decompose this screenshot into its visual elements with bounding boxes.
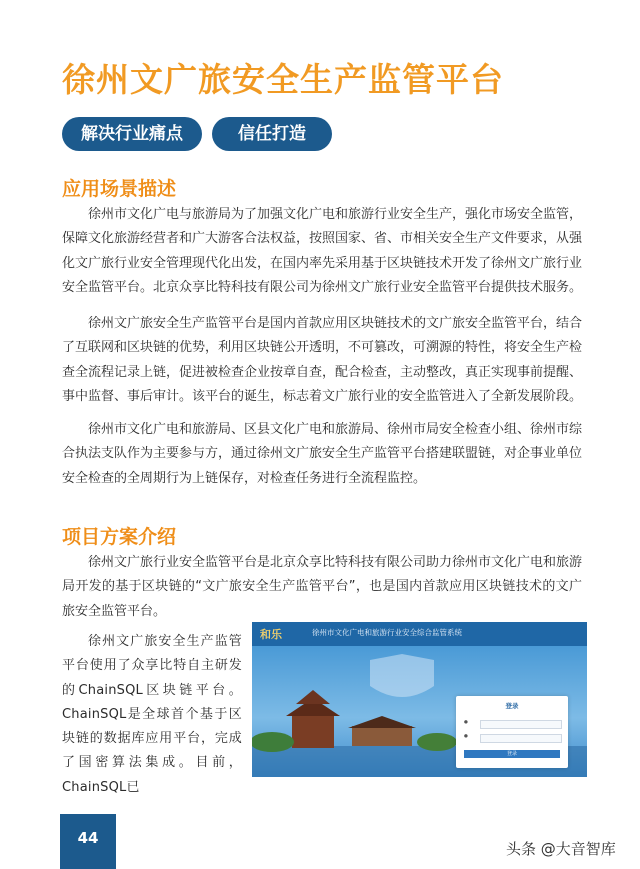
paragraph: 徐州文广旅行业安全监管平台是北京众享比特科技有限公司助力徐州市文化广电和旅游局开发的基于区块链的“文广旅安全生产监管平台”，也是国内首款应用区块链技术的文广旅安全监管平台。 (62, 555, 583, 619)
paragraph: 徐州文广旅安全生产监管平台使用了众享比特自主研发的ChainSQL区块链平台。ChainSQL是全球首个基于区块链的数据库应用平台，完成了国密算法集成。目前，ChainSQL已 (62, 634, 242, 795)
pavilion (292, 714, 334, 748)
user-icon: ● (464, 720, 468, 725)
paragraph: 徐州市文化广电与旅游局为了加强文化广电和旅游行业安全生产，强化市场安全监管，保障文化旅游经营者和广大游客合法权益，按照国家、省、市相关安全生产文件要求，从强化文广旅行业安全管理现代化出发，在国内率先采用基于区块链技术开发了徐州文广旅行业安全监管平台。北京众享比特科技有限公司为徐州文广旅行业安全监管平台提供技术服务。 (62, 207, 583, 295)
section-heading-scenario: 应用场景描述 (62, 178, 177, 200)
building-roof (348, 716, 416, 728)
paragraph: 徐州市文化广电和旅游局、区县文化广电和旅游局、徐州市局安全检查小组、徐州市综合执法支队作为主要参与方，通过徐州文广旅安全生产监管平台搭建联盟链，对企事业单位安全检查的全周期行为上链保存，对检查任务进行全流程监控。 (62, 422, 583, 486)
username-field[interactable] (480, 720, 562, 729)
platform-screenshot (252, 622, 587, 777)
tag-trust: 信任打造 (212, 117, 332, 151)
username-row (464, 720, 560, 728)
password-field[interactable] (480, 734, 562, 743)
tag-pain-points: 解决行业痛点 (62, 117, 202, 151)
password-row (464, 734, 560, 742)
login-button[interactable]: 登录 (464, 750, 560, 758)
lock-icon: ● (464, 734, 468, 739)
section-heading-solution: 项目方案介绍 (62, 526, 177, 548)
building (352, 726, 412, 746)
paragraph: 徐州文广旅安全生产监管平台是国内首款应用区块链技术的文广旅安全监管平台，结合了互联网和区块链的优势，利用区块链公开透明，不可篡改，可溯源的特性，将安全生产检查全流程记录上链，促进被检查企业按章自查，配合检查，主动整改，真正实现事前提醒、事中监督、事后审计。该平台的诞生，标志着文广旅行业的安全监管进入了全新发展阶段。 (62, 316, 583, 404)
screenshot-logo: 和乐 (260, 628, 282, 641)
login-title: 登录 (505, 702, 519, 710)
screenshot-header-bar (252, 622, 587, 646)
shield-icon (370, 654, 434, 697)
tree (417, 733, 457, 751)
page-title: 徐州文广旅安全生产监管平台 (62, 60, 504, 99)
login-panel (456, 696, 568, 768)
tree (252, 732, 294, 752)
page-number: 44 (60, 814, 116, 869)
watermark: 头条 @大音智库 (506, 840, 616, 858)
screenshot-banner (252, 646, 587, 777)
pavilion-roof-top (296, 690, 330, 704)
screenshot-title: 徐州市文化广电和旅游行业安全综合监管系统 (312, 628, 462, 637)
